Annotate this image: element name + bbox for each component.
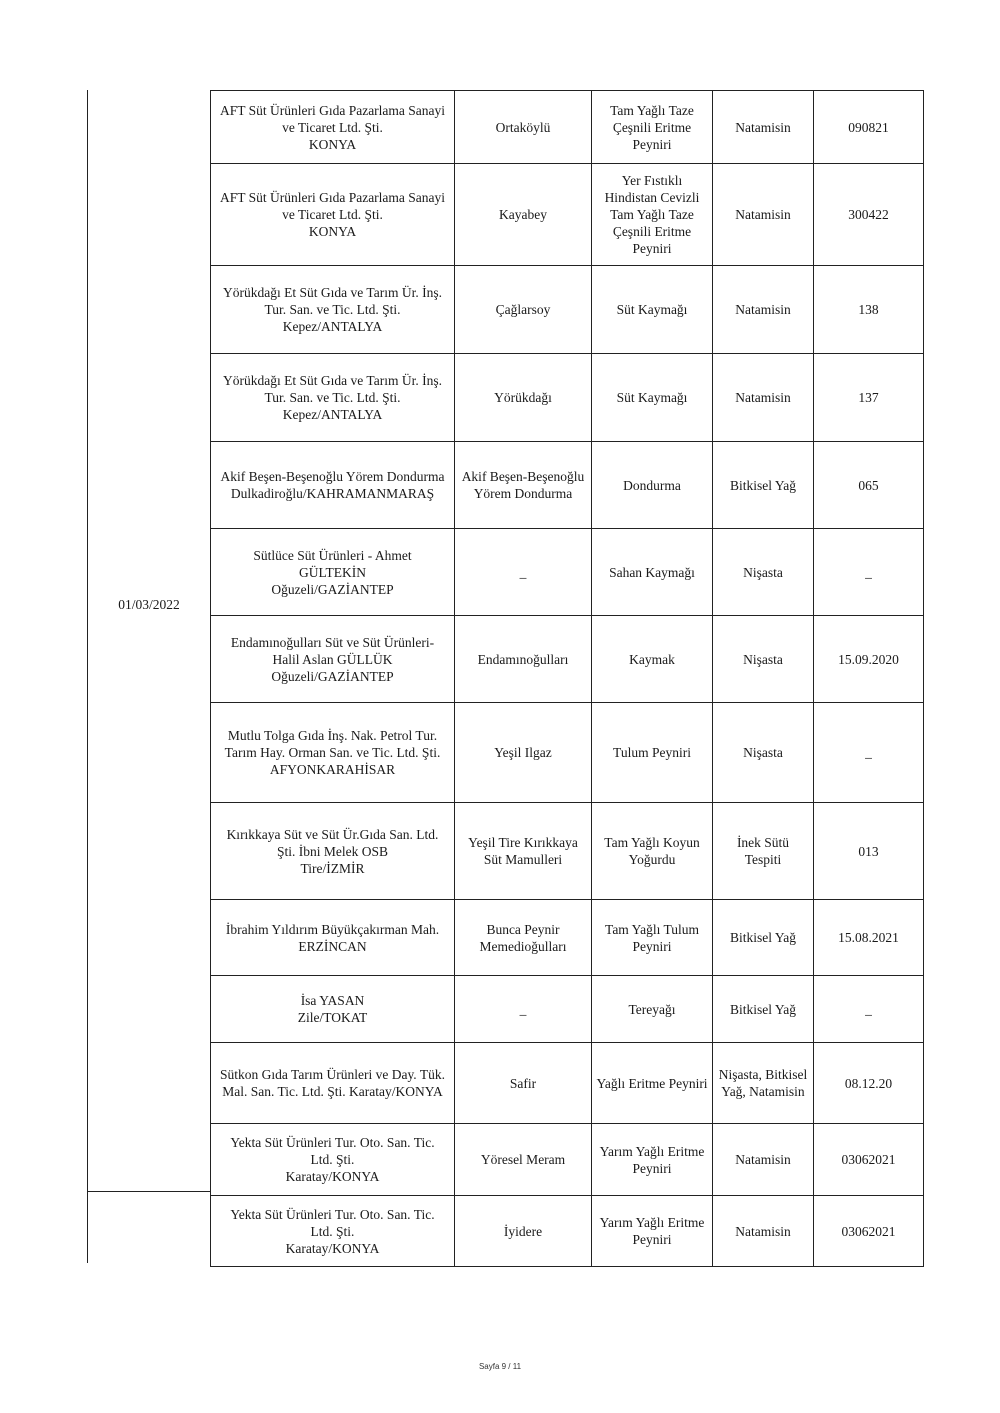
table-row xyxy=(211,616,924,703)
product-cell-text: Kaymak xyxy=(629,651,675,667)
brand-cell-text: Kayabey xyxy=(499,207,547,222)
product-cell xyxy=(592,1043,713,1124)
firm-cell-text: Yörükdağı Et Süt Gıda ve Tarım Ür. İnş. Tur. San. ve Tic. Ltd. Şti. Kepez/ANTALYA xyxy=(223,373,442,422)
product-cell-text: Tam Yağlı Koyun Yoğurdu xyxy=(604,835,700,867)
product-cell-text: Süt Kaymağı xyxy=(616,390,688,405)
product-cell-text: Yarım Yağlı Eritme Peyniri xyxy=(599,1215,705,1247)
product-cell-text: Dondurma xyxy=(623,477,681,493)
finding-cell-text: Nişasta xyxy=(743,745,783,760)
firm-cell-text: Yekta Süt Ürünleri Tur. Oto. San. Tic. Ltd. Şti. Karatay/KONYA xyxy=(230,1135,435,1184)
brand-cell xyxy=(455,616,592,703)
finding-cell xyxy=(713,803,814,900)
finding-cell xyxy=(713,442,814,529)
finding-cell-text: Bitkisel Yağ xyxy=(729,1001,797,1017)
firm-cell xyxy=(211,900,455,976)
firm-cell-text: Sütlüce Süt Ürünleri - Ahmet GÜLTEKİN Oğuzeli/GAZİANTEP xyxy=(253,547,412,597)
batch-cell xyxy=(814,529,924,616)
batch-cell xyxy=(814,442,924,529)
table-row xyxy=(211,1124,924,1196)
batch-cell xyxy=(814,1196,924,1267)
finding-cell xyxy=(713,703,814,803)
finding-cell-text: Nişasta xyxy=(743,651,783,667)
brand-cell xyxy=(455,803,592,900)
product-cell xyxy=(592,703,713,803)
brand-cell xyxy=(455,1196,592,1267)
brand-cell xyxy=(455,1043,592,1124)
finding-cell-text: Natamisin xyxy=(735,119,791,135)
table-row xyxy=(211,803,924,900)
finding-cell-text: Nişasta xyxy=(743,564,783,580)
brand-cell xyxy=(455,354,592,442)
batch-cell-text: 065 xyxy=(858,477,879,493)
batch-cell-text: _ xyxy=(865,745,872,760)
product-cell-text: Yer Fıstıklı Hindistan Cevizli Tam Yağlı Taze Çeşnili Eritme Peyniri xyxy=(604,173,700,256)
finding-cell xyxy=(713,900,814,976)
batch-cell xyxy=(814,164,924,266)
brand-cell-text: Yörükdağı xyxy=(494,390,552,405)
firm-cell-text: Sütkon Gıda Tarım Ürünleri ve Day. Tük. Mal. San. Tic. Ltd. Şti. Karatay/KONYA xyxy=(220,1067,445,1099)
date-cell: 01/03/2022 xyxy=(118,597,180,612)
product-cell-text: Yarım Yağlı Eritme Peyniri xyxy=(599,1143,705,1176)
finding-cell xyxy=(713,1124,814,1196)
batch-cell-text: 300422 xyxy=(848,207,889,222)
table-row xyxy=(211,91,924,164)
finding-cell-text: Natamisin xyxy=(735,1152,791,1167)
brand-cell-text: Yeşil Ilgaz xyxy=(494,745,552,760)
table-row xyxy=(211,703,924,803)
product-cell xyxy=(592,976,713,1043)
finding-cell-text: Nişasta, Bitkisel Yağ, Natamisin xyxy=(718,1067,808,1099)
batch-cell-text: 03062021 xyxy=(841,1152,896,1167)
product-cell xyxy=(592,616,713,703)
batch-cell xyxy=(814,91,924,164)
brand-cell-text: Çağlarsoy xyxy=(495,302,551,317)
firm-cell-text: Yekta Süt Ürünleri Tur. Oto. San. Tic. Ltd. Şti. Karatay/KONYA xyxy=(230,1206,435,1256)
brand-cell-text: Ortaköylü xyxy=(495,119,551,135)
brand-cell-text: _ xyxy=(519,564,527,580)
firm-cell xyxy=(211,1124,455,1196)
product-cell xyxy=(592,900,713,976)
table-row xyxy=(211,529,924,616)
finding-cell-text: İnek Sütü Tespiti xyxy=(736,835,790,867)
brand-cell xyxy=(455,91,592,164)
batch-cell xyxy=(814,1124,924,1196)
brand-cell xyxy=(455,266,592,354)
batch-cell xyxy=(814,354,924,442)
date-column-left-border xyxy=(87,90,88,1263)
brand-cell-text: _ xyxy=(519,1001,527,1017)
finding-cell xyxy=(713,616,814,703)
finding-cell xyxy=(713,529,814,616)
firm-cell-text: Kırıkkaya Süt ve Süt Ür.Gıda San. Ltd. Şti. İbni Melek OSB Tire/İZMİR xyxy=(226,826,439,876)
brand-cell-text: Yeşil Tire Kırıkkaya Süt Mamulleri xyxy=(468,835,578,867)
page-footer: Sayfa 9 / 11 xyxy=(478,1362,522,1371)
batch-cell xyxy=(814,616,924,703)
batch-cell-text: 013 xyxy=(858,843,879,859)
firm-cell xyxy=(211,529,455,616)
firm-cell xyxy=(211,91,455,164)
batch-cell-text: 15.08.2021 xyxy=(838,930,899,945)
finding-cell xyxy=(713,976,814,1043)
finding-cell-text: Natamisin xyxy=(735,390,791,405)
finding-cell xyxy=(713,1043,814,1124)
batch-cell-text: _ xyxy=(865,564,872,580)
brand-cell xyxy=(455,164,592,266)
product-cell xyxy=(592,91,713,164)
brand-cell-text: Yöresel Meram xyxy=(480,1152,566,1167)
batch-cell xyxy=(814,703,924,803)
firm-cell xyxy=(211,266,455,354)
firm-cell-text: Endamınoğulları Süt ve Süt Ürünleri- Halil Aslan GÜLLÜK Oğuzeli/GAZİANTEP xyxy=(230,634,435,684)
finding-cell-text: Natamisin xyxy=(735,207,791,222)
firm-cell xyxy=(211,354,455,442)
firm-cell-text: AFT Süt Ürünleri Gıda Pazarlama Sanayi ve Ticaret Ltd. Şti. KONYA xyxy=(219,102,446,152)
table-row xyxy=(211,266,924,354)
product-cell xyxy=(592,164,713,266)
table-row xyxy=(211,900,924,976)
finding-cell xyxy=(713,1196,814,1267)
brand-cell-text: Akif Beşen-Beşenoğlu Yörem Dondurma xyxy=(461,469,585,501)
brand-cell xyxy=(455,442,592,529)
product-cell-text: Sahan Kaymağı xyxy=(609,564,695,580)
product-cell xyxy=(592,803,713,900)
batch-cell-text: 090821 xyxy=(848,119,889,135)
firm-cell xyxy=(211,803,455,900)
firm-cell xyxy=(211,976,455,1043)
batch-cell xyxy=(814,266,924,354)
finding-cell-text: Natamisin xyxy=(735,302,791,317)
brand-cell-text: Endamınoğulları xyxy=(477,651,569,667)
firm-cell xyxy=(211,442,455,529)
product-cell xyxy=(592,1124,713,1196)
firm-cell xyxy=(211,616,455,703)
firm-cell-text: İbrahim Yıldırım Büyükçakırman Mah. ERZİNCAN xyxy=(225,921,440,954)
batch-cell-text: 137 xyxy=(858,390,879,405)
product-cell-text: Yağlı Eritme Peyniri xyxy=(596,1075,708,1091)
batch-cell-text: 138 xyxy=(858,302,879,317)
firm-cell-text: Mutlu Tolga Gıda İnş. Nak. Petrol Tur. Tarım Hay. Orman San. ve Tic. Ltd. Şti. AFYONKARAHİSAR xyxy=(224,728,441,777)
product-cell-text: Tereyağı xyxy=(628,1001,676,1017)
product-cell xyxy=(592,266,713,354)
product-cell xyxy=(592,354,713,442)
product-cell xyxy=(592,442,713,529)
product-cell-text: Tam Yağlı Taze Çeşnili Eritme Peyniri xyxy=(610,102,694,152)
firm-cell-text: AFT Süt Ürünleri Gıda Pazarlama Sanayi ve Ticaret Ltd. Şti. KONYA xyxy=(219,190,446,239)
batch-cell xyxy=(814,976,924,1043)
product-cell-text: Tulum Peyniri xyxy=(613,745,691,760)
product-cell xyxy=(592,1196,713,1267)
finding-cell-text: Bitkisel Yağ xyxy=(729,477,797,493)
batch-cell-text: 15.09.2020 xyxy=(838,651,899,667)
firm-cell-text: Yörükdağı Et Süt Gıda ve Tarım Ür. İnş. Tur. San. ve Tic. Ltd. Şti. Kepez/ANTALYA xyxy=(223,285,442,334)
brand-cell-text: İyidere xyxy=(503,1223,543,1239)
batch-cell-text: 03062021 xyxy=(841,1223,896,1239)
firm-cell xyxy=(211,164,455,266)
brand-cell xyxy=(455,900,592,976)
batch-cell-text: 08.12.20 xyxy=(844,1075,893,1091)
brand-cell xyxy=(455,703,592,803)
table-row xyxy=(211,442,924,529)
finding-cell-text: Natamisin xyxy=(735,1223,791,1239)
batch-cell xyxy=(814,803,924,900)
firm-cell-text: Akif Beşen-Beşenoğlu Yörem Dondurma Dulkadiroğlu/KAHRAMANMARAŞ xyxy=(220,469,445,501)
finding-cell-text: Bitkisel Yağ xyxy=(729,930,797,945)
batch-cell-text: _ xyxy=(865,1001,872,1017)
table-row xyxy=(211,354,924,442)
product-cell-text: Tam Yağlı Tulum Peyniri xyxy=(605,921,699,954)
table-row xyxy=(211,976,924,1043)
firm-cell xyxy=(211,1043,455,1124)
products-table xyxy=(210,90,924,1267)
table-row xyxy=(211,164,924,266)
product-cell xyxy=(592,529,713,616)
brand-cell xyxy=(455,529,592,616)
finding-cell xyxy=(713,164,814,266)
batch-cell xyxy=(814,1043,924,1124)
firm-cell-text: İsa YASAN Zile/TOKAT xyxy=(297,993,368,1025)
firm-cell xyxy=(211,1196,455,1267)
brand-cell xyxy=(455,976,592,1043)
table-row xyxy=(211,1196,924,1267)
brand-cell xyxy=(455,1124,592,1196)
finding-cell xyxy=(713,266,814,354)
table-row xyxy=(211,1043,924,1124)
finding-cell xyxy=(713,91,814,164)
firm-cell xyxy=(211,703,455,803)
brand-cell-text: Bunca Peynir Memedioğulları xyxy=(479,921,567,954)
product-cell-text: Süt Kaymağı xyxy=(616,302,688,317)
finding-cell xyxy=(713,354,814,442)
batch-cell xyxy=(814,900,924,976)
brand-cell-text: Safir xyxy=(509,1075,537,1091)
date-column-bottom-border xyxy=(87,1191,211,1192)
